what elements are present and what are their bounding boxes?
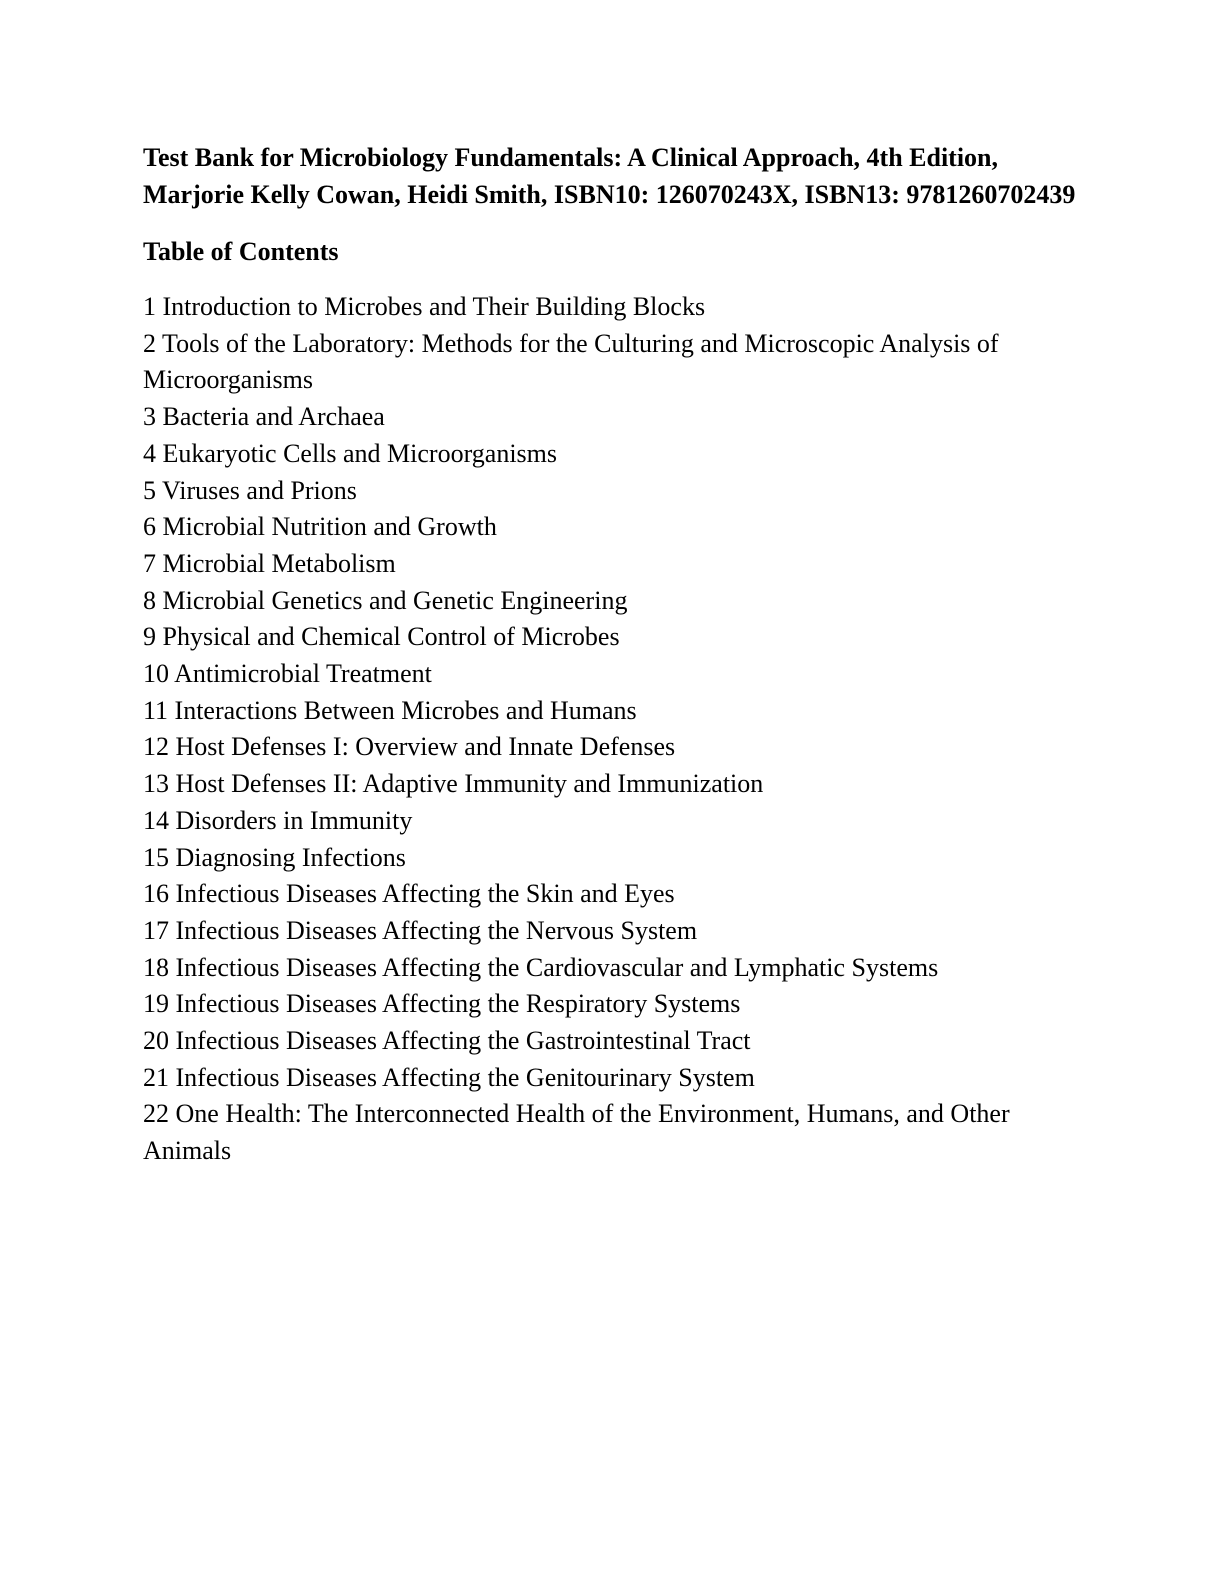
toc-item-6: 6 Microbial Nutrition and Growth (143, 512, 497, 542)
toc-item-9: 9 Physical and Chemical Control of Microbes (143, 622, 620, 652)
toc-item-13: 13 Host Defenses II: Adaptive Immunity and Immunization (143, 769, 764, 799)
document-title: Test Bank for Microbiology Fundamentals: A Clinical Approach, 4th Edition, Marjorie Kelly Cowan, Heidi Smith, ISBN10: 126070243X, ISBN13: 9781260702439 (143, 143, 1076, 209)
toc-item-11: 11 Interactions Between Microbes and Humans (143, 695, 637, 725)
toc-item-12: 12 Host Defenses I: Overview and Innate Defenses (143, 732, 676, 762)
toc-item-20: 20 Infectious Diseases Affecting the Gastrointestinal Tract (143, 1026, 751, 1056)
toc-item-16: 16 Infectious Diseases Affecting the Skin and Eyes (143, 879, 675, 909)
toc-item-14: 14 Disorders in Immunity (143, 805, 413, 835)
toc-list (143, 289, 1083, 1170)
toc-item-18: 18 Infectious Diseases Affecting the Cardiovascular and Lymphatic Systems (143, 952, 939, 982)
toc-item-21: 21 Infectious Diseases Affecting the Genitourinary System (143, 1062, 755, 1092)
toc-item-1: 1 Introduction to Microbes and Their Building Blocks (143, 292, 706, 321)
toc-item-8: 8 Microbial Genetics and Genetic Engineering (143, 585, 628, 615)
toc-item-2: 2 Tools of the Laboratory: Methods for the Culturing and Microscopic Analysis of Microorganisms (143, 328, 999, 395)
toc-item-7: 7 Microbial Metabolism (143, 548, 396, 578)
toc-item-10: 10 Antimicrobial Treatment (143, 659, 432, 689)
toc-item-19: 19 Infectious Diseases Affecting the Respiratory Systems (143, 989, 741, 1019)
toc-item-5: 5 Viruses and Prions (143, 475, 357, 505)
page-content (143, 139, 1083, 1170)
toc-item-17: 17 Infectious Diseases Affecting the Nervous System (143, 915, 698, 945)
toc-heading: Table of Contents (143, 237, 339, 266)
toc-item-22: 22 One Health: The Interconnected Health of the Environment, Humans, and Other Animals (143, 1099, 1010, 1166)
toc-item-3: 3 Bacteria and Archaea (143, 402, 385, 432)
toc-item-4: 4 Eukaryotic Cells and Microorganisms (143, 438, 558, 468)
toc-item-15: 15 Diagnosing Infections (143, 842, 406, 872)
